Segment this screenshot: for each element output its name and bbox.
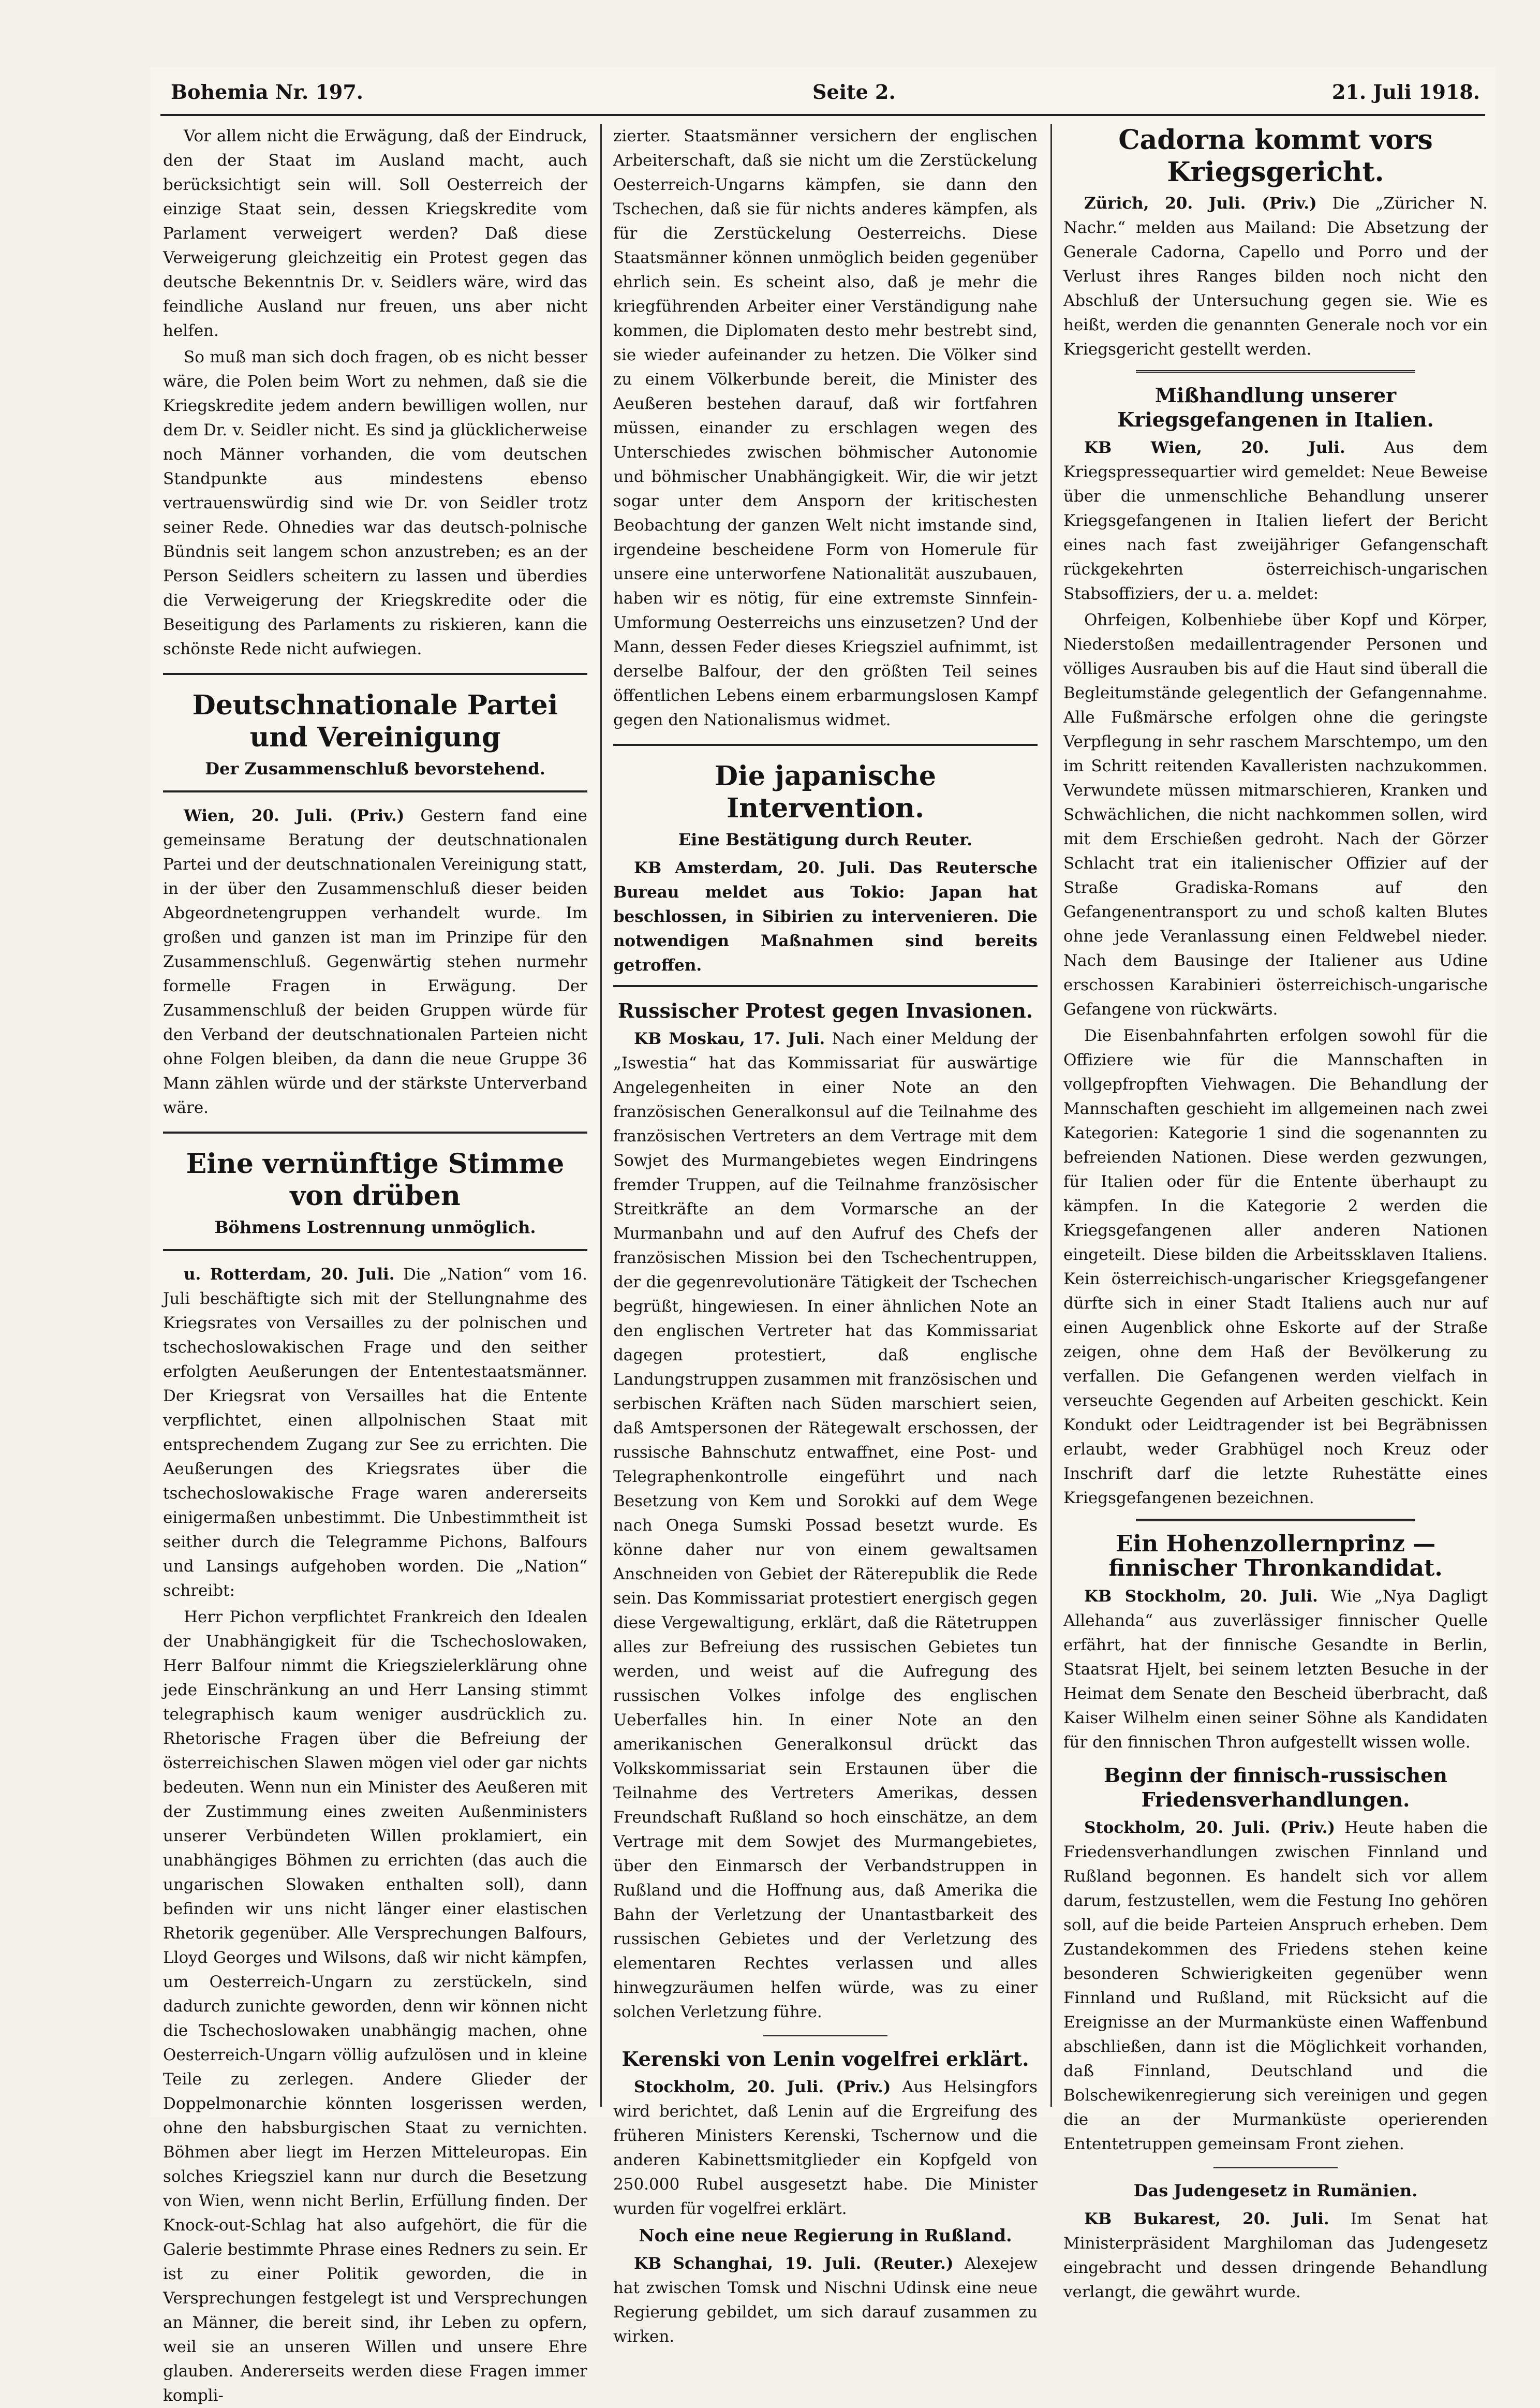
dateline: KB Stockholm, 20. Juli. xyxy=(1084,1587,1318,1606)
headline: Die japanische Intervention. xyxy=(715,760,936,824)
dateline: KB Bukarest, 20. Juli. xyxy=(1084,2210,1329,2228)
dateline: Zürich, 20. Juli. (Priv.) xyxy=(1084,194,1317,213)
newspaper-page xyxy=(150,67,1495,2405)
headline: Eine vernünftige Stimme von drüben xyxy=(186,1148,565,1212)
dateline: Wien, 20. Juli. (Priv.) xyxy=(184,806,405,825)
column-2 xyxy=(613,124,1038,2346)
headline: Noch eine neue Regierung in Rußland. xyxy=(639,2225,1012,2245)
column-divider xyxy=(600,124,602,2107)
dateline: KB Schanghai, 19. Juli. (Reuter.) xyxy=(634,2254,954,2273)
headline: finnischer Thronkandidat. xyxy=(1108,1555,1443,1581)
paragraph-text: Aus Helsingfors wird berichtet, daß Lenin auf die Ergreifung des früheren Ministers Kerenski, Tschernow und die anderen Kabinettsmitglieder ein Kopfgeld von 250.000 Rubel ausgesetzt habe. Die Minister wurden für vogelfrei erklärt. xyxy=(613,2078,1038,2218)
separator xyxy=(1136,1519,1415,1523)
article-paragraph xyxy=(1063,192,1488,362)
column-3 xyxy=(1063,124,1488,2301)
subheadline: Der Zusammenschluß bevorstehend. xyxy=(205,759,545,779)
dateline: u. Rotterdam, 20. Juli. xyxy=(184,1265,395,1284)
header-rule xyxy=(160,114,1485,116)
headline: Mißhandlung unserer Kriegsgefangenen in Italien. xyxy=(1117,384,1434,431)
paragraph-text: Die „Nation“ vom 16. Juli beschäftigte sich mit der Stellungnahme des Kriegsrates von Versailles zu der polnischen und tschechoslowakischen Frage und den seither erfolgten Aeußerungen der Ententestaatsmänner. Der Kriegsrat von Versailles hat die Entente verpflichtet, einen allpolnischen Staat mit entsprechendem Zugang zur See zu errichten. Die Aeußerungen des Kriegsrates über die tschechoslowakische Frage waren andererseits einigermaßen unbestimmt. Die Unbestimmtheit ist seither durch die Telegramme Pichons, Balfours und Lansings aufgehoben worden. Die „Nation“ schreibt: xyxy=(163,1265,588,1600)
paragraph-text: Alexejew hat zwischen Tomsk und Nischni Udinsk eine neue Regierung gebildet, um sich darauf zusammen zu wirken. xyxy=(613,2254,1038,2346)
article-paragraph: Vor allem nicht die Erwägung, daß der Eindruck, den der Staat im Ausland macht, auch berücksichtigt sein will. Soll Oesterreich der einzige Staat sein, dessen Kriegskredite vom Parlament verweigert werden? Daß diese Verweigerung gleichzeitig ein Protest gegen das deutsche Bekenntnis Dr. v. Seidlers wäre, wird das feindliche Ausland nur freuen, uns aber nicht helfen. xyxy=(163,127,587,340)
article-paragraph xyxy=(1063,1584,1488,1755)
article-paragraph xyxy=(1063,1816,1488,2156)
article-paragraph xyxy=(1063,436,1488,606)
article-paragraph: zierter. Staatsmänner versichern der englischen Arbeiterschaft, daß sie nicht um die Zerstückelung Oesterreich-Ungarns kämpfen, sie dann den Tschechen, daß sie für nichts anderes kämpfen, als für die Zerstückelung Oesterreichs. Diese Staatsmänner können unmöglich beiden gegenüber ehrlich sein. Es scheint also, daß je mehr die kriegführenden Arbeiter einer Verständigung nahe kommen, die Diplomaten desto mehr bestrebt sind, sie wieder aufeinander zu hetzen. Die Völker sind zu einem Völkerbunde bereit, die Minister des Aeußeren bestehen darauf, daß wir fortfahren müssen, einander zu erschlagen wegen des Unterschiedes zwischen böhmischer Autonomie und böhmischer Unabhängigkeit. Wir, die wir jetzt sogar unter dem Ansporn der kritischesten Beobachtung der ganzen Welt nicht imstande sind, irgendeine bescheidene Form von Homerule für unsere eine unterworfene Nationalität auszubauen, haben wir es nötig, für eine extremste Sinnfein-Umformung Oesterreichs uns einzusetzen? Und der Mann, dessen Feder dieses Kriegsziel aufnimmt, ist derselbe Balfour, der den größten Teil seines öffentlichen Lebens einem erbarmungslosen Kampf gegen den Nationalismus widmet. xyxy=(613,127,1038,729)
paragraph-text: Die „Züricher N. Nachr.“ melden aus Mailand: Die Absetzung der Generale Cadorna, Capello und Porro und der Verlust ihres Ranges bilden noch nicht den Abschluß der Untersuchung gegen sie. Wie es heißt, werden die genannten Generale noch vor ein Kriegsgericht gestellt werden. xyxy=(1063,194,1488,359)
headline: Deutschnationale Partei und Vereinigung xyxy=(192,689,558,753)
dateline: Stockholm, 20. Juli. (Priv.) xyxy=(1084,1818,1336,1837)
paragraph-text: Nach einer Meldung der „Iswestia“ hat das Kommissariat für auswärtige Angelegenheiten in einer Note an den französischen Generalkonsul auf die Teilnahme des französischen Vertreters an dem Vertrage mit dem Sowjet des Murmangebietes wegen Eindringens fremder Truppen, auf die Teilnahme französischer Streitkräfte an dem Vormarsche an der Murmanbahn und auf den Aufruf des Chefs der französischen Mission bei den Tschechentruppen, der die gegenrevolutionäre Tätigkeit der Tschechen begrüßt, hingewiesen. In einer ähnlichen Note an den englischen Vertreter hat das Kommissariat dagegen protestiert, daß englische Landungstruppen zusammen mit französischen und serbischen Kräften nach Süden marschiert seien, daß Amtspersonen der Rätegewalt erschossen, der russische Bahnschutz entwaffnet, eine Post- und Telegraphenkontrolle eingeführt und nach Besetzung von Kem und Sorokki auf dem Wege nach Onega Sumski Possad besetzt wurde. Es könne daher nur von einem gewaltsamen Anschneiden von Gebiet der Räterepublik die Rede sein. Das Kommissariat protestiert energisch gegen diese Vergewaltigung, erklärt, daß die Rätetruppen alles zur Befreiung des russischen Gebietes tun werden, und weist auf die Aufregung des russischen Volkes infolge des englischen Ueberfalles hin. In einer Note an den amerikanischen Generalkonsul drückt das Volkskommissariat sein Erstaunen über die Teilnahme des Vertreters Amerikas, dessen Freundschaft Rußland so hoch einschätze, an dem Vertrage mit dem Sowjet des Murmangebietes, über den Einmarsch der Verbandstruppen in Rußland und die Hoffnung aus, daß Amerika die Bahn der Verletzung der Unantastbarkeit des russischen Gebietes und der Verletzung des elementaren Rechtes verlassen und alles hinwegzuräumen helfen würde, was zu einer solchen Verletzung führe. xyxy=(613,1030,1038,2021)
article-paragraph xyxy=(613,2075,1038,2221)
article-header xyxy=(613,744,1038,987)
separator xyxy=(1136,370,1415,375)
article-paragraph xyxy=(613,1027,1038,2024)
article-paragraph: Die Eisenbahnfahrten erfolgen sowohl für die Offiziere wie für die Mannschaften in vollgepfropften Viehwagen. Die Behandlung der Mannschaften geschieht im allgemeinen nach zwei Kategorien: Kategorie 1 sind die sogenannten zu befreienden Nationen. Diese werden gezwungen, für Italien oder für die Entente überhaupt zu kämpfen. In die Kategorie 2 werden die Kriegsgefangenen aller anderen Nationen eingeteilt. Diese bilden die Arbeitssklaven Italiens. Kein österreichisch-ungarischer Kriegsgefangener dürfte sich in einer Stadt Italiens auch nur auf einen Augenblick ohne Eskorte auf der Straße zeigen, ohne dem Haß der Bevölkerung zu verfallen. Die Gefangenen werden vielfach in verseuchte Gegenden auf Arbeiten geschickt. Kein Kondukt oder Leidtragender ist bei Begräbnissen erlaubt, weder Grabhügel noch Kreuz oder Inschrift darf die letzte Ruhestätte eines Kriegsgefangenen bezeichnen. xyxy=(1063,1026,1488,1507)
column-1 xyxy=(163,124,588,2405)
separator xyxy=(763,2035,887,2036)
paragraph-text: Gestern fand eine gemeinsame Beratung der deutschnationalen Partei und der deutschnationalen Vereinigung statt, in der über den Zusammenschluß dieser beiden Abgeordnetengruppen verhandelt wurde. Im großen und ganzen ist man im Prinzipe für den Zusammenschluß. Gegenwärtig stehen nurmehr formelle Fragen in Erwägung. Der Zusammenschluß der beiden Gruppen würde für den Verband der deutschnationalen Parteien nicht ohne Folgen bleiben, da dann die neue Gruppe 36 Mann zählen würde und der stärkste Unterverband wäre. xyxy=(163,806,587,1117)
paragraph-text: Im Senat hat Ministerpräsident Marghiloman das Judengesetz eingebracht und dessen dringende Behandlung verlangt, die gewährt wurde. xyxy=(1063,2210,1488,2301)
paragraph-text: Aus dem Kriegspressequartier wird gemeldet: Neue Beweise über die unmenschliche Behandlung unserer Kriegsgefangenen in Italien liefert der Bericht eines nach fast zweijähriger Gefangenschaft rückgekehrten österreichisch-ungarischen Stabsoffiziers, der u. a. meldet: xyxy=(1063,438,1488,603)
article-header xyxy=(163,673,587,792)
dateline: KB Moskau, 17. Juli. xyxy=(634,1030,825,1048)
article-header xyxy=(163,1132,587,1251)
article-paragraph: Ohrfeigen, Kolbenhiebe über Kopf und Körper, Niederstoßen medaillentragender Personen und völliges Ausrauben bis auf die Haut sind überall die Begleitumstände gelegentlich der Gefangennahme. Alle Fußmärsche erfolgen ohne die geringste Verpflegung in sehr raschem Marschtempo, um den im Schritt reitenden Kavalleristen nachzukommen. Verwundete müssen mitmarschieren, Kranken und Schwächlichen, die nicht nachkommen sollen, wird mit dem Erschießen gedroht. Nach der Görzer Schlacht trat ein italienischer Offizier auf der Straße Gradiska-Romans auf den Gefangenentransport zu und schoß kalten Blutes ohne jede Veranlassung einen Feldwebel nieder. Nach dem Bausinge der Italiener aus Udine erschossen Karabinieri österreichisch-ungarische Gefangene von rückwärts. xyxy=(1063,611,1488,1019)
headline: Russischer Protest gegen Invasionen. xyxy=(617,999,1033,1022)
headline: Das Judengesetz in Rumänien. xyxy=(1133,2181,1418,2200)
headline: Kerenski von Lenin vogelfrei erklärt. xyxy=(621,2047,1029,2071)
article-paragraph xyxy=(1063,2207,1488,2304)
article-paragraph: So muß man sich doch fragen, ob es nicht besser wäre, die Polen beim Wort zu nehmen, daß sie die Kriegskredite jedem andern bewilligen wollen, nur dem Dr. v. Seidler nicht. Es sind ja glücklicherweise noch Männer vorhanden, die vom deutschen Standpunkte aus mindestens ebenso vertrauenswürdig sind wie Dr. von Seidler trotz seiner Rede. Ohnedies war das deutsch-polnische Bündnis seit langem schon anzustreben; es an der Person Seidlers scheitern zu lassen und überdies die Verweigerung der Kriegskredite oder die Beseitigung des Parlaments zu riskieren, kann die schönste Rede nicht aufwiegen. xyxy=(163,348,587,658)
dateline: Stockholm, 20. Juli. (Priv.) xyxy=(634,2078,891,2096)
header-date: 21. Juli 1918. xyxy=(1331,80,1480,104)
subheadline: Eine Bestätigung durch Reuter. xyxy=(678,830,973,849)
header-issue: Bohemia Nr. 197. xyxy=(171,80,364,104)
paragraph-text: Heute haben die Friedensverhandlungen zwischen Finnland und Rußland begonnen. Es handelt sich vor allem darum, festzustellen, wem die Festung Ino gehören soll, auf die beide Parteien Anspruch erheben. Dem Zustandekommen des Friedens stehen keine besonderen Schwierigkeiten gegenüber wenn Finnland und Rußland, mit Rücksicht auf die Ereignisse an der Murmanküste einen Waffenbund abschließen, dann ist die Möglichkeit vorhanden, daß Finnland, Deutschland und die Bolschewikenregierung sich vereinigen und gegen die an der Murmanküste operierenden Ententetruppen gemeinsam Front ziehen. xyxy=(1063,1818,1488,2153)
column-divider xyxy=(1050,124,1052,2107)
article-paragraph xyxy=(163,1262,587,1603)
article-paragraph: KB Amsterdam, 20. Juli. Das Reutersche Bureau meldet aus Tokio: Japan hat beschlossen, in Sibirien zu intervenieren. Die notwendigen Maßnahmen sind bereits getroffen. xyxy=(613,859,1038,975)
separator xyxy=(1213,2167,1338,2168)
headline: Cadorna kommt vors Kriegsgericht. xyxy=(1118,124,1433,188)
header-page-number: Seite 2. xyxy=(812,80,896,104)
article-paragraph xyxy=(163,804,587,1120)
headline: Ein Hohenzollernprinz — xyxy=(1115,1531,1436,1557)
article-paragraph xyxy=(613,2252,1038,2349)
headline: Beginn der finnisch-russischen Friedensverhandlungen. xyxy=(1104,1764,1447,1811)
page-header xyxy=(160,72,1485,114)
dateline: KB Wien, 20. Juli. xyxy=(1084,438,1345,457)
subheadline: Böhmens Lostrennung unmöglich. xyxy=(214,1217,536,1237)
paragraph-text: Wie „Nya Dagligt Allehanda“ aus zuverlässiger finnischer Quelle erfährt, hat der finnische Gesandte in Berlin, Staatsrat Hjelt, bei seinem letzten Besuche in der Heimat dem Senate den Bescheid überbracht, daß Kaiser Wilhelm einen seiner Söhne als Kandidaten für den finnischen Thron aufgestellt wissen wolle. xyxy=(1063,1587,1488,1752)
article-paragraph: Herr Pichon verpflichtet Frankreich den Idealen der Unabhängigkeit für die Tschechoslowaken, Herr Balfour nimmt die Kriegszielerklärung ohne jede Einschränkung an und Herr Lansing stimmt telegraphisch kaum weniger ausdrücklich zu. Rhetorische Fragen über die Befreiung der österreichischen Slawen mögen viel oder gar nichts bedeuten. Wenn nun ein Minister des Aeußeren mit der Zustimmung eines zweiten Außenministers unserer Verbündeten Willen proklamiert, ein unabhängiges Böhmen zu errichten (das auch die ungarischen Slowaken enthalten soll), dann befinden wir uns nicht länger einer elastischen Rhetorik gegenüber. Alle Versprechungen Balfours, Lloyd Georges und Wilsons, daß wir nicht kämpfen, um Oesterreich-Ungarn zu zerstückeln, sind dadurch zunichte geworden, denn wir können nicht die Tschechoslowaken unabhängig machen, ohne Oesterreich-Ungarn völlig aufzulösen und in kleine Teile zu zerlegen. Andere Glieder der Doppelmonarchie könnten losgerissen werden, ohne den habsburgischen Staat zu vernichten. Böhmen aber liegt im Herzen Mitteleuropas. Ein solches Kriegsziel kann nur durch die Besetzung von Wien, wenn nicht Berlin, Erfüllung finden. Der Knock-out-Schlag hat also aufgehört, die für die Galerie bestimmte Phrase eines Redners zu sein. Er ist zu einer Politik geworden, die in Versprechungen festgelegt ist und Versprechungen an Männer, die bereit sind, ihr Leben zu opfern, weil sie an unseren Willen und unsere Ehre glauben. Andererseits werden diese Fragen immer kompli- xyxy=(163,1608,587,2405)
